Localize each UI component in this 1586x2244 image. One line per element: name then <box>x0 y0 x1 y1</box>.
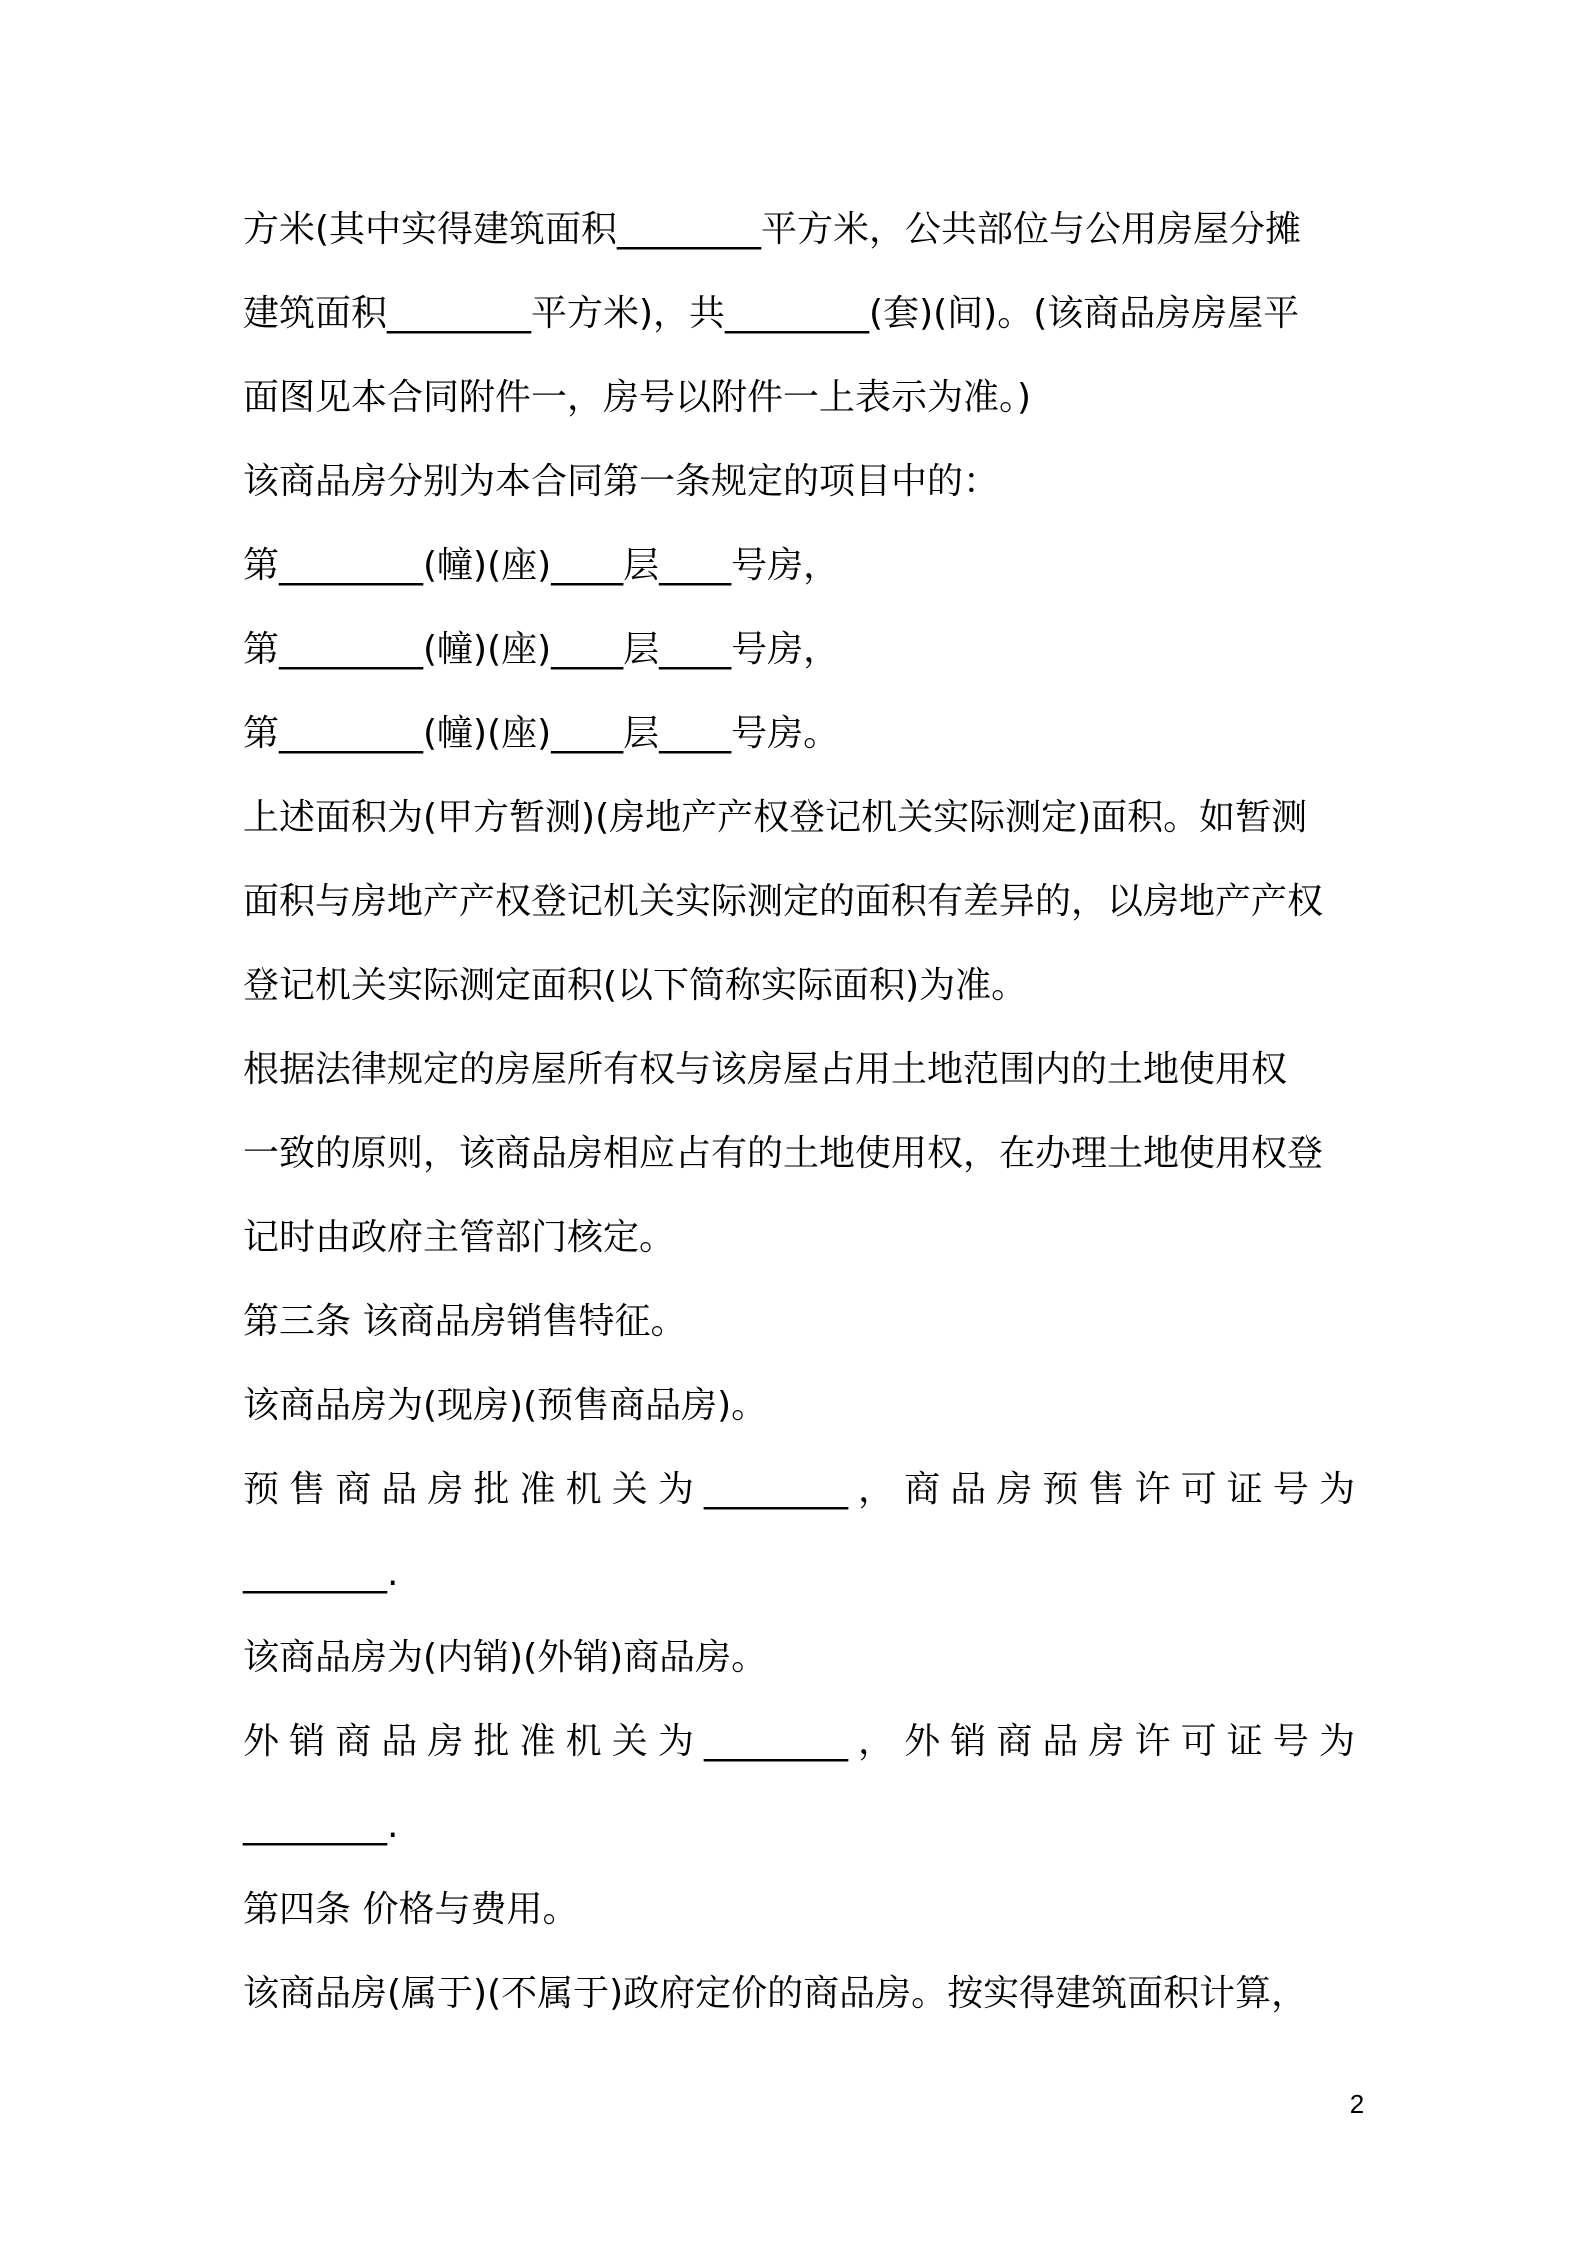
text-line-unit-1: 第________(幢)(座)____层____号房， <box>243 545 840 586</box>
text-line-area-detail: 方米(其中实得建筑面积________平方米，公共部位与公用房屋分摊 <box>243 209 1302 250</box>
text-line-presale-permit-number: ________. <box>243 1553 399 1594</box>
text-line-area-measurement-2: 面积与房地产产权登记机关实际测定的面积有差异的，以房地产产权 <box>243 881 1324 922</box>
article-4-heading: 第四条 价格与费用。 <box>243 1889 579 1930</box>
text-line-domestic-foreign-sale: 该商品房为(内销)(外销)商品房。 <box>243 1637 768 1678</box>
text-line-area-measurement-1: 上述面积为(甲方暂测)(房地产产权登记机关实际测定)面积。如暂测 <box>243 797 1308 838</box>
text-line-government-pricing: 该商品房(属于)(不属于)政府定价的商品房。按实得建筑面积计算， <box>243 1973 1308 2014</box>
text-line-land-use-3: 记时由政府主管部门核定。 <box>243 1217 676 1258</box>
text-line-land-use-2: 一致的原则，该商品房相应占有的土地使用权，在办理土地使用权登 <box>243 1133 1324 1174</box>
text-line-units-intro: 该商品房分别为本合同第一条规定的项目中的： <box>243 461 1000 502</box>
text-line-shared-area: 建筑面积________平方米)，共________(套)(间)。(该商品房房屋平 <box>243 293 1300 334</box>
text-line-land-use-1: 根据法律规定的房屋所有权与该房屋占用土地范围内的土地使用权 <box>243 1049 1288 1090</box>
text-line-floor-plan-note: 面图见本合同附件一，房号以附件一上表示为准。) <box>243 377 1032 418</box>
text-line-foreign-sale-permit-number: ________. <box>243 1805 399 1846</box>
text-line-sale-type: 该商品房为(现房)(预售商品房)。 <box>243 1385 768 1426</box>
text-line-area-measurement-3: 登记机关实际测定面积(以下简称实际面积)为准。 <box>243 965 1028 1006</box>
text-line-unit-3: 第________(幢)(座)____层____号房。 <box>243 713 840 754</box>
text-line-foreign-sale-approval: 外销商品房批准机关为________，外销商品房许可证号为 <box>243 1721 1355 1762</box>
text-line-unit-2: 第________(幢)(座)____层____号房， <box>243 629 840 670</box>
article-3-heading: 第三条 该商品房销售特征。 <box>243 1301 687 1342</box>
text-line-presale-approval: 预售商品房批准机关为________，商品房预售许可证号为 <box>243 1469 1355 1510</box>
page-number: 2 <box>1349 2089 1365 2119</box>
